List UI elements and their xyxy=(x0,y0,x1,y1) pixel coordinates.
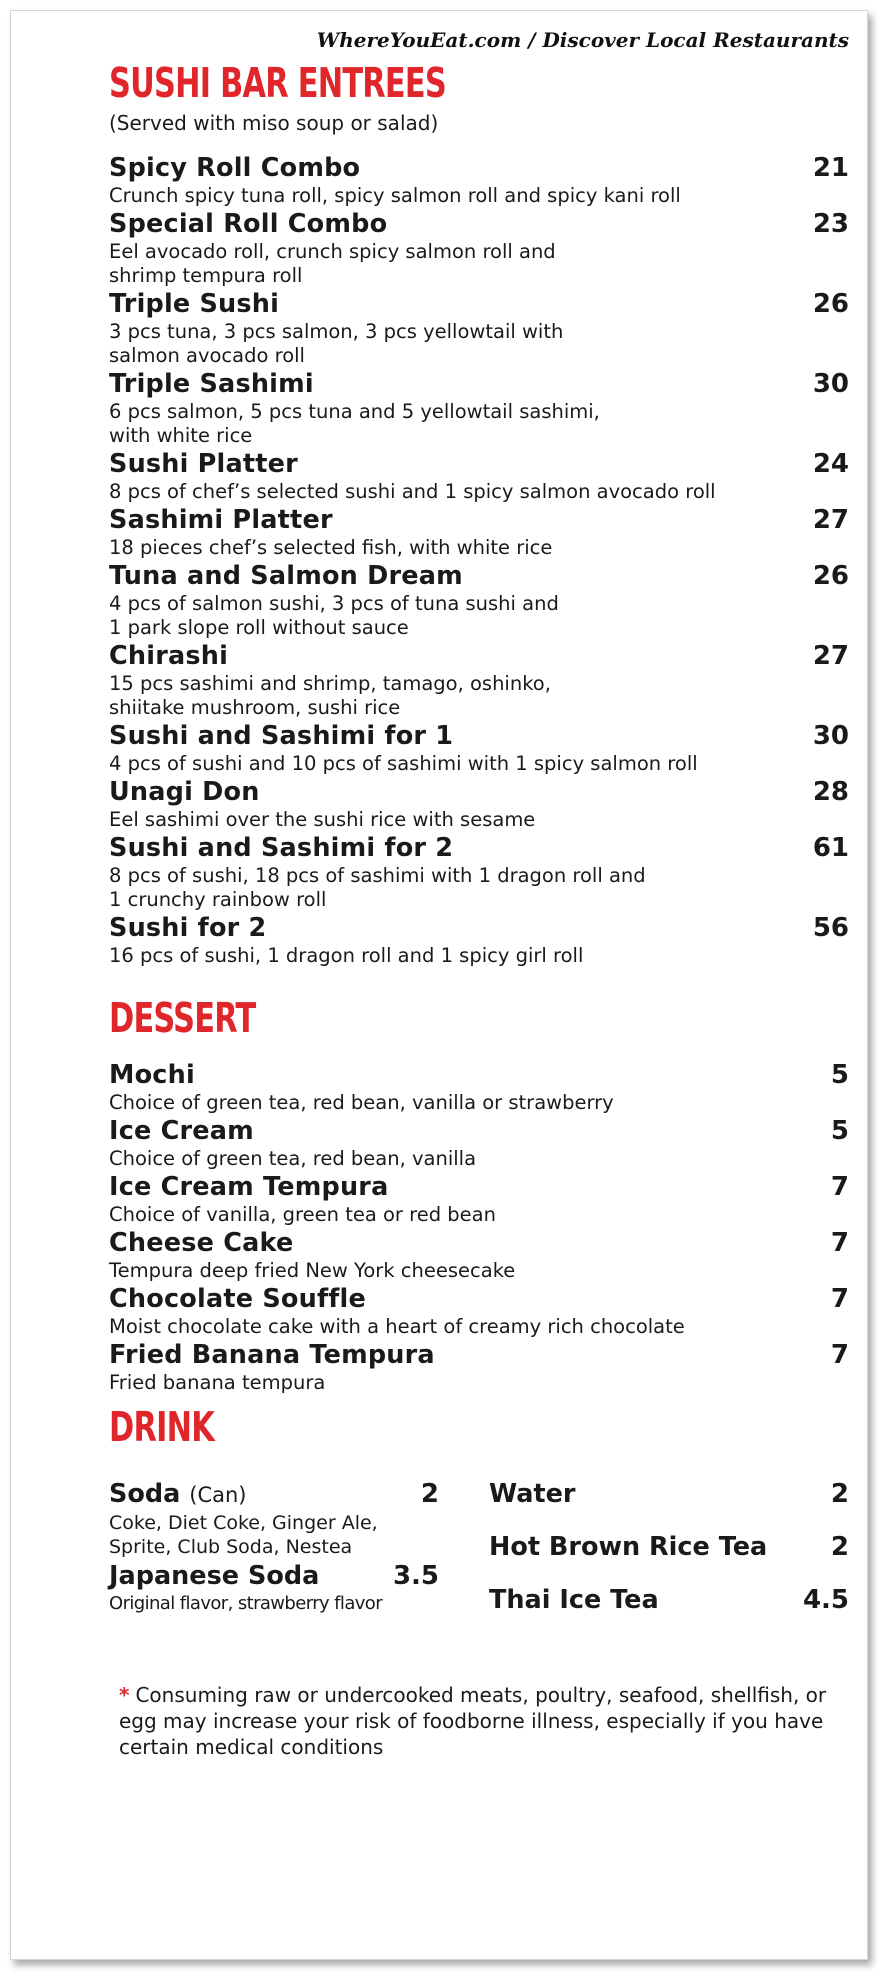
sushi-bar-title: SUSHI BAR ENTREES xyxy=(109,59,447,107)
item-name: Mochi xyxy=(109,1060,195,1090)
item-price: 7 xyxy=(830,1172,849,1202)
menu-item xyxy=(109,1172,849,1227)
item-description: 18 pieces chef’s selected fish, with white rice xyxy=(109,536,553,559)
drink-name: Hot Brown Rice Tea xyxy=(489,1532,768,1562)
item-description: 4 pcs of salmon sushi, 3 pcs of tuna sushi and 1 park slope roll without sauce xyxy=(109,592,559,639)
disclaimer-marker: * xyxy=(119,1683,130,1707)
menu-item xyxy=(109,449,849,504)
item-price: 56 xyxy=(812,913,849,943)
drink-item-hot-brown-rice-tea xyxy=(489,1532,849,1563)
item-description: Moist chocolate cake with a heart of creamy rich chocolate xyxy=(109,1315,685,1338)
item-name: Tuna and Salmon Dream xyxy=(109,561,463,591)
item-price: 5 xyxy=(830,1116,849,1146)
item-name: Special Roll Combo xyxy=(109,209,388,239)
item-description: Eel sashimi over the sushi rice with sesame xyxy=(109,808,536,831)
item-description: Eel avocado roll, crunch spicy salmon roll and shrimp tempura roll xyxy=(109,240,556,287)
menu-item xyxy=(109,289,849,368)
drink-price: 3.5 xyxy=(392,1561,439,1591)
item-description: Crunch spicy tuna roll, spicy salmon roll and spicy kani roll xyxy=(109,184,681,207)
dessert-title: DESSERT xyxy=(109,994,256,1042)
menu-item xyxy=(109,1116,849,1171)
menu-item xyxy=(109,1060,849,1115)
menu-item xyxy=(109,913,849,968)
item-name: Triple Sushi xyxy=(109,289,280,319)
item-name: Fried Banana Tempura xyxy=(109,1340,435,1370)
drink-name-text: Soda xyxy=(109,1479,181,1509)
item-description: Tempura deep fried New York cheesecake xyxy=(109,1259,516,1282)
menu-item xyxy=(109,1340,849,1395)
item-name: Sushi Platter xyxy=(109,449,298,479)
item-description: Fried banana tempura xyxy=(109,1371,326,1394)
item-description: Choice of green tea, red bean, vanilla xyxy=(109,1147,477,1170)
menu-item xyxy=(109,641,849,720)
menu-item xyxy=(109,721,849,776)
item-description: Choice of green tea, red bean, vanilla or strawberry xyxy=(109,1091,614,1114)
menu-item xyxy=(109,777,849,832)
item-price: 28 xyxy=(812,777,849,807)
item-description: 16 pcs of sushi, 1 dragon roll and 1 spicy girl roll xyxy=(109,944,584,967)
drink-desc: Original flavor, strawberry flavor xyxy=(109,1593,383,1614)
item-name: Sushi and Sashimi for 1 xyxy=(109,721,454,751)
item-price: 26 xyxy=(812,289,849,319)
menu-item xyxy=(109,561,849,640)
item-description: 8 pcs of chef’s selected sushi and 1 spicy salmon avocado roll xyxy=(109,480,716,503)
menu-content xyxy=(109,59,849,1760)
drink-desc: Coke, Diet Coke, Ginger Ale, Sprite, Club Soda, Nestea xyxy=(109,1512,378,1558)
menu-page xyxy=(10,10,868,1960)
item-name: Triple Sashimi xyxy=(109,369,314,399)
item-name: Chocolate Souffle xyxy=(109,1284,366,1314)
menu-item xyxy=(109,209,849,288)
menu-item xyxy=(109,1284,849,1339)
item-price: 24 xyxy=(812,449,849,479)
drink-name: Japanese Soda xyxy=(109,1561,320,1591)
drink-price: 4.5 xyxy=(802,1585,849,1615)
item-name: Sashimi Platter xyxy=(109,505,333,535)
item-price: 7 xyxy=(830,1340,849,1370)
item-price: 27 xyxy=(812,505,849,535)
dessert-list xyxy=(109,1060,849,1395)
item-price: 30 xyxy=(812,721,849,751)
item-description: 15 pcs sashimi and shrimp, tamago, oshinko, shiitake mushroom, sushi rice xyxy=(109,672,551,719)
drink-price: 2 xyxy=(830,1479,849,1509)
item-name: Sushi for 2 xyxy=(109,913,267,943)
item-description: 3 pcs tuna, 3 pcs salmon, 3 pcs yellowtail with salmon avocado roll xyxy=(109,320,564,367)
item-description: 8 pcs of sushi, 18 pcs of sashimi with 1 dragon roll and 1 crunchy rainbow roll xyxy=(109,864,646,911)
drink-item-thai-ice-tea xyxy=(489,1585,849,1616)
item-price: 7 xyxy=(830,1228,849,1258)
drink-item-soda xyxy=(109,1479,439,1559)
item-price: 23 xyxy=(812,209,849,239)
item-name: Unagi Don xyxy=(109,777,260,807)
item-price: 27 xyxy=(812,641,849,671)
disclaimer-text: Consuming raw or undercooked meats, poultry, seafood, shellfish, or egg may increase your risk of foodborne illness, especially if you have certain medical conditions xyxy=(119,1683,827,1759)
menu-item xyxy=(109,833,849,912)
drink-price: 2 xyxy=(830,1532,849,1562)
item-name: Cheese Cake xyxy=(109,1228,294,1258)
item-description: 6 pcs salmon, 5 pcs tuna and 5 yellowtail sashimi, with white rice xyxy=(109,400,600,447)
item-price: 61 xyxy=(812,833,849,863)
drink-item-water xyxy=(489,1479,849,1510)
item-name: Ice Cream xyxy=(109,1116,254,1146)
item-name: Chirashi xyxy=(109,641,229,671)
item-price: 5 xyxy=(830,1060,849,1090)
watermark: WhereYouEat.com / Discover Local Restaurants xyxy=(316,28,849,52)
disclaimer xyxy=(119,1682,839,1760)
drink-name: Water xyxy=(489,1479,576,1509)
item-description: 4 pcs of sushi and 10 pcs of sashimi with 1 spicy salmon roll xyxy=(109,752,698,775)
item-description: Choice of vanilla, green tea or red bean xyxy=(109,1203,496,1226)
drink-name: Thai Ice Tea xyxy=(489,1585,659,1615)
drink-item-japanese-soda xyxy=(109,1561,439,1616)
item-price: 7 xyxy=(830,1284,849,1314)
item-price: 30 xyxy=(812,369,849,399)
item-name: Spicy Roll Combo xyxy=(109,153,361,183)
drink-note: (Can) xyxy=(189,1483,247,1507)
menu-item xyxy=(109,153,849,208)
item-name: Sushi and Sashimi for 2 xyxy=(109,833,454,863)
item-price: 26 xyxy=(812,561,849,591)
drink-right-column xyxy=(489,1479,849,1638)
drink-price: 2 xyxy=(420,1479,439,1509)
sushi-bar-list xyxy=(109,153,849,968)
item-price: 21 xyxy=(812,153,849,183)
menu-item xyxy=(109,1228,849,1283)
drink-left-column xyxy=(109,1479,439,1618)
sushi-bar-subtitle: (Served with miso soup or salad) xyxy=(109,111,439,135)
menu-item xyxy=(109,369,849,448)
drink-name xyxy=(109,1479,246,1511)
menu-item xyxy=(109,505,849,560)
item-name: Ice Cream Tempura xyxy=(109,1172,389,1202)
drink-list xyxy=(109,1479,849,1674)
drink-title: DRINK xyxy=(109,1403,215,1451)
